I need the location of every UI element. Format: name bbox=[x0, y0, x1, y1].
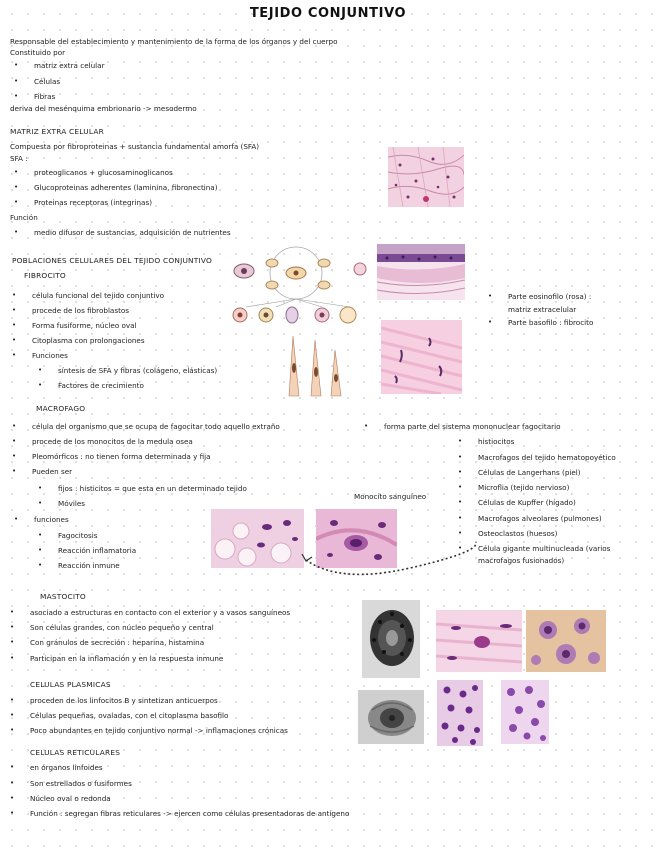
list-item: • Son células grandes, con núcleo pequeño y central bbox=[30, 623, 214, 632]
matrix-histology-drawing bbox=[388, 147, 464, 207]
dotted-arrow bbox=[300, 538, 480, 580]
fibrocyte-drawing bbox=[279, 332, 349, 398]
list-item: • Glucoproteinas adherentes (laminina, fibronectina) bbox=[34, 183, 218, 192]
list-item: • forma parte del sistema mononuclear fagocitario bbox=[384, 422, 560, 431]
list-item: • Citoplasma con prolongaciones bbox=[32, 336, 145, 345]
list-item: • Fibras bbox=[34, 92, 55, 101]
plasma-cell-histology-2 bbox=[501, 680, 549, 744]
list-item: • Macrofagos del tejido hematopoyético bbox=[478, 453, 616, 462]
text-line: Función bbox=[10, 213, 38, 222]
list-item: • Células pequeñas, ovaladas, con el citoplasma basofilo bbox=[30, 711, 228, 720]
plasma-cell-histology-2-drawing bbox=[501, 680, 549, 744]
text-line: SFA : bbox=[10, 154, 28, 163]
sub-list-item: • síntesis de SFA y fibras (colágeno, elásticas) bbox=[58, 366, 217, 375]
mast-cell-drawing bbox=[362, 600, 420, 678]
macrophage-histology-drawing bbox=[211, 509, 304, 568]
cell-population-diagram bbox=[226, 245, 368, 327]
tissue-section-image bbox=[377, 244, 465, 300]
list-item: • Forma fusiforme, núcleo oval bbox=[32, 321, 137, 330]
mast-cell-histology-1 bbox=[436, 610, 522, 672]
sub-list-item: • Reacción inmune bbox=[58, 561, 120, 570]
text-line: Compuesta por fibroproteinas + sustancia fundamental amorfa (SFA) bbox=[10, 142, 260, 151]
list-item: • Con gránulos de secreción : heparina, histamina bbox=[30, 638, 204, 647]
list-item: • Células de Kupffer (hígado) bbox=[478, 498, 576, 507]
list-item: • Participan en la inflamación y en la respuesta inmune bbox=[30, 654, 223, 663]
list-item: • Son estrellados o fusiformes bbox=[30, 779, 132, 788]
intro-line: Responsable del establecimiento y mantenimiento de la forma de los órganos y del cuerpo bbox=[10, 37, 338, 46]
mast-cell-histology-2-drawing bbox=[526, 610, 606, 672]
plasma-cell-micrograph bbox=[358, 690, 424, 744]
side-note: • Parte basofilo : fibrocito bbox=[508, 318, 593, 327]
macrophage-histology-image bbox=[211, 509, 304, 568]
side-note: • Parte eosinofilo (rosa) : bbox=[508, 292, 591, 301]
section-heading: POBLACIONES CELULARES DEL TEJIDO CONJUNTIVO bbox=[12, 256, 213, 265]
sub-list-item: • fijos : histicitos = que esta en un determinado tejido bbox=[58, 484, 247, 493]
list-item: • célula funcional del tejido conjuntivo bbox=[32, 291, 164, 300]
sub-list-item: • Fagocitosis bbox=[58, 531, 98, 540]
tissue-section-drawing bbox=[377, 244, 465, 300]
list-item: • Células bbox=[34, 77, 60, 86]
list-item: • procede de los monocitos de la medula osea bbox=[32, 437, 193, 446]
mast-cell-histology-2 bbox=[526, 610, 606, 672]
list-item: • en órganos linfoides bbox=[30, 763, 103, 772]
plasma-cell-histology-1-drawing bbox=[437, 680, 483, 746]
matrix-histology-image bbox=[388, 147, 464, 207]
list-item: • Poco abundantes en tejido conjuntivo normal -> inflamaciones crónicas bbox=[30, 726, 288, 735]
list-item: • matriz extra celular bbox=[34, 61, 105, 70]
mast-cell-micrograph bbox=[362, 600, 420, 678]
list-item: • Macrofagos alveolares (pulmones) bbox=[478, 514, 602, 523]
cell-diagram-drawing bbox=[226, 245, 368, 327]
list-item: • Funciones bbox=[32, 351, 68, 360]
fibrocyte-histology-drawing bbox=[381, 320, 462, 394]
fibrocyte-sketch bbox=[279, 332, 349, 398]
list-item: • funciones bbox=[34, 515, 69, 524]
list-item: • Núcleo oval o redonda bbox=[30, 794, 111, 803]
image-caption: Monocito sanguíneo bbox=[354, 492, 427, 501]
list-item: • Osteoclastos (huesos) bbox=[478, 529, 557, 538]
side-note: matriz extracelular bbox=[508, 305, 577, 314]
fibrocyte-histology-image bbox=[381, 320, 462, 394]
list-item: • Pueden ser bbox=[32, 467, 72, 476]
list-item: • Proteinas receptoras (integrinas) bbox=[34, 198, 152, 207]
mast-cell-histology-1-drawing bbox=[436, 610, 522, 672]
subsection-heading: CELULAS RETICULARES bbox=[30, 748, 121, 757]
sub-list-item: • Factores de crecimiento bbox=[58, 381, 144, 390]
list-item: • histiocitos bbox=[478, 437, 514, 446]
list-item: • Microflia (tejido nervioso) bbox=[478, 483, 569, 492]
sub-list-item: • Móviles bbox=[58, 499, 85, 508]
list-item: • proteoglicanos + glucosaminoglicanos bbox=[34, 168, 173, 177]
list-item: • Célula gigante multinucleada (varios bbox=[478, 544, 610, 553]
list-item-continued: macrofagos fusionados) bbox=[478, 556, 565, 565]
subsection-heading: FIBROCITO bbox=[24, 271, 66, 280]
list-item: • Células de Langerhans (piel) bbox=[478, 468, 581, 477]
list-item: • Pleomórficos : no tienen forma determinada y fija bbox=[32, 452, 211, 461]
sub-list-item: • Reacción inflamatoria bbox=[58, 546, 136, 555]
subsection-heading: CELULAS PLASMICAS bbox=[30, 680, 111, 689]
list-item: • asociado a estructuras en contacto con el exterior y a vasos sanguíneos bbox=[30, 608, 290, 617]
intro-line: Constituido por bbox=[10, 48, 66, 57]
section-heading: MATRIZ EXTRA CELULAR bbox=[10, 127, 104, 136]
page-title: TEJIDO CONJUNTIVO bbox=[249, 6, 407, 21]
intro-line: deriva del mesénquima embrionario -> mesodermo bbox=[10, 104, 197, 113]
plasma-cell-drawing bbox=[358, 690, 424, 744]
list-item: • medio difusor de sustancias, adquisición de nutrientes bbox=[34, 228, 231, 237]
list-item: • Función : segregan fibras reticulares -> ejercen como células presentadoras de antígeno bbox=[30, 809, 349, 818]
list-item: • proceden de los linfocitos B y sintetizan anticuerpos bbox=[30, 696, 218, 705]
subsection-heading: MASTOCITO bbox=[40, 592, 86, 601]
list-item: • célula del organismo que se ocupa de fagocitar todo aquello extraño bbox=[32, 422, 280, 431]
subsection-heading: MACROFAGO bbox=[36, 404, 86, 413]
plasma-cell-histology-1 bbox=[437, 680, 483, 746]
list-item: • procede de los fibroblastos bbox=[32, 306, 129, 315]
